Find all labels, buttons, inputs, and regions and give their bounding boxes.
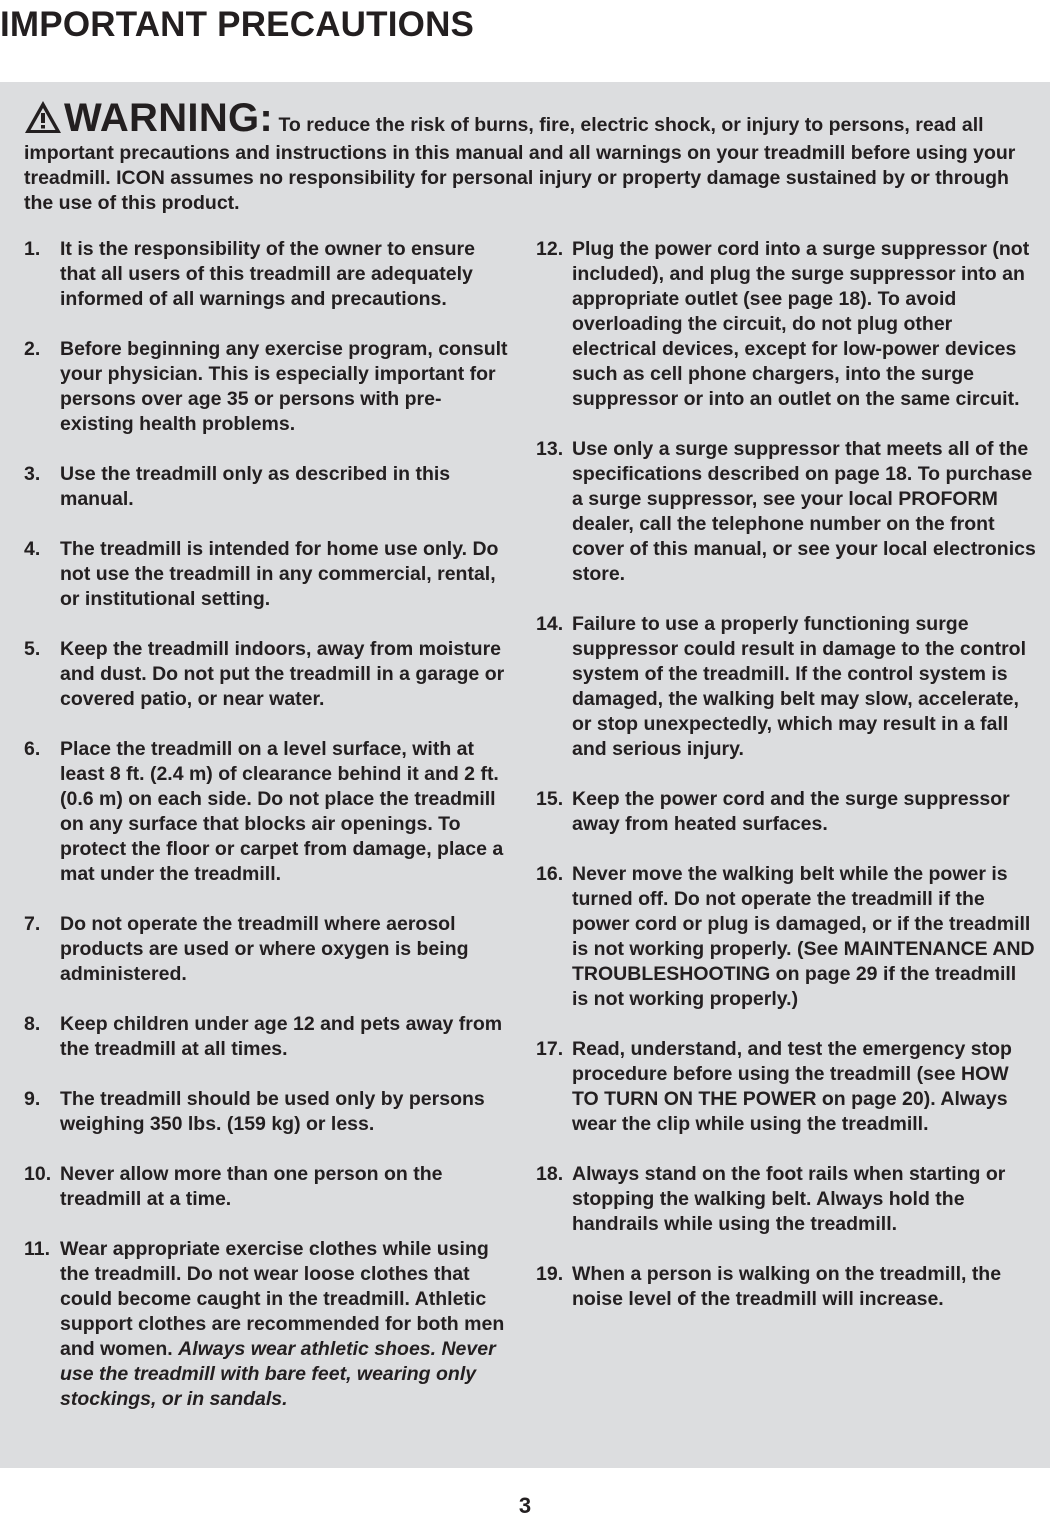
- warning-triangle-icon: [24, 100, 62, 141]
- item-text: Failure to use a properly functioning surge suppressor could result in damage to the control system of the treadmill. If the control system is damaged, the walking belt may slow, accelerate, or stop unexpectedly, which may result in a fall and serious injury.: [572, 613, 1026, 760]
- precaution-item: [536, 1162, 1036, 1237]
- item-text: Always stand on the foot rails when starting or stopping the walking belt. Always hold the handrails while using the treadmill.: [572, 1163, 1006, 1235]
- item-text: Use the treadmill only as described in this manual.: [60, 463, 451, 510]
- page-title: IMPORTANT PRECAUTIONS: [0, 5, 475, 44]
- item-text: Plug the power cord into a surge suppressor (not included), and plug the surge suppressor into an appropriate outlet (see page 18). To avoid overloading the circuit, do not plug other electrical devices, except for low-power devices such as cell phone chargers, into the surge suppressor or into an outlet on the same circuit.: [572, 238, 1030, 410]
- item-number: 4.: [24, 538, 41, 560]
- item-text: Never allow more than one person on the treadmill at a time.: [60, 1163, 443, 1210]
- right-column: [536, 237, 1036, 1337]
- item-number: 12.: [536, 238, 564, 260]
- precaution-item: [24, 537, 514, 612]
- item-number: 3.: [24, 463, 41, 485]
- page-number: 3: [518, 1493, 532, 1518]
- item-text: Place the treadmill on a level surface, with at least 8 ft. (2.4 m) of clearance behind it and 2 ft. (0.6 m) on each side. Do not place the treadmill on any surface that blocks air openings. To protect the floor or carpet from damage, place a mat under the treadmill.: [60, 738, 504, 885]
- item-number: 1.: [24, 238, 41, 260]
- precaution-item: [24, 1087, 514, 1137]
- precaution-item: [536, 1037, 1036, 1137]
- item-number: 9.: [24, 1088, 41, 1110]
- precaution-item: [24, 1237, 514, 1412]
- left-column: [24, 237, 514, 1437]
- precaution-item: [24, 237, 514, 312]
- item-italic-text: Always wear athletic shoes. Never use the treadmill with bare feet, wearing only stockings, or in sandals.: [60, 1338, 496, 1410]
- precaution-item: [536, 612, 1036, 762]
- item-number: 5.: [24, 638, 41, 660]
- item-text: Keep the treadmill indoors, away from moisture and dust. Do not put the treadmill in a garage or covered patio, or near water.: [60, 638, 505, 710]
- precaution-item: [24, 462, 514, 512]
- precaution-item: [24, 637, 514, 712]
- item-text: Do not operate the treadmill where aerosol products are used or where oxygen is being administered.: [60, 913, 469, 985]
- item-text: The treadmill is intended for home use only. Do not use the treadmill in any commercial, rental, or institutional setting.: [60, 538, 499, 610]
- item-text: Keep children under age 12 and pets away from the treadmill at all times.: [60, 1013, 503, 1060]
- item-number: 7.: [24, 913, 41, 935]
- item-text: It is the responsibility of the owner to ensure that all users of this treadmill are adequately informed of all warnings and precautions.: [60, 238, 475, 310]
- precaution-item: [536, 862, 1036, 1012]
- precautions-panel: [0, 82, 1050, 1468]
- item-number: 19.: [536, 1263, 564, 1285]
- item-number: 14.: [536, 613, 564, 635]
- precaution-item: [536, 237, 1036, 412]
- item-number: 11.: [24, 1238, 51, 1260]
- item-number: 17.: [536, 1038, 564, 1060]
- precaution-item: [536, 437, 1036, 587]
- item-text: When a person is walking on the treadmill, the noise level of the treadmill will increase.: [572, 1263, 1002, 1310]
- warning-label: WARNING:: [64, 96, 274, 140]
- item-number: 18.: [536, 1163, 564, 1185]
- precaution-item: [24, 912, 514, 987]
- item-text: Before beginning any exercise program, consult your physician. This is especially important for persons over age 35 or persons with pre-existing health problems.: [60, 338, 508, 435]
- item-text: The treadmill should be used only by persons weighing 350 lbs. (159 kg) or less.: [60, 1088, 485, 1135]
- precaution-item: [24, 1162, 514, 1212]
- item-number: 15.: [536, 788, 564, 810]
- item-text: Keep the power cord and the surge suppressor away from heated surfaces.: [572, 788, 1010, 835]
- item-number: 8.: [24, 1013, 41, 1035]
- item-number: 2.: [24, 338, 41, 360]
- precaution-item: [24, 737, 514, 887]
- precaution-item: [536, 787, 1036, 837]
- item-text: Never move the walking belt while the power is turned off. Do not operate the treadmill if the power cord or plug is damaged, or if the treadmill is not working properly. (See MAINTENANCE AND TROUBLESHOOTING on page 29 if the treadmill is not working properly.): [572, 863, 1035, 1010]
- item-number: 10.: [24, 1163, 52, 1185]
- precaution-item: [536, 1262, 1036, 1312]
- item-text: Read, understand, and test the emergency stop procedure before using the treadmill (see HOW TO TURN ON THE POWER on page 20). Always wear the clip while using the treadmill.: [572, 1038, 1012, 1135]
- item-number: 16.: [536, 863, 564, 885]
- warning-statement: [24, 96, 1026, 216]
- warning-text: To reduce the risk of burns, fire, electric shock, or injury to persons, read all important precautions and instructions in this manual and all warnings on your treadmill before using your treadmill. ICON assumes no responsibility for personal injury or property damage sustained by or through the use of this product.: [24, 114, 1016, 214]
- item-text: Wear appropriate exercise clothes while using the treadmill. Do not wear loose clothes that could become caught in the treadmill. Athletic support clothes are recommended for both men and women.: [60, 1238, 505, 1360]
- item-text: Use only a surge suppressor that meets all of the specifications described on page 18. To purchase a surge suppressor, see your local PROFORM dealer, call the telephone number on the front cover of this manual, or see your local electronics store.: [572, 438, 1036, 585]
- item-number: 6.: [24, 738, 41, 760]
- precaution-item: [24, 337, 514, 437]
- item-number: 13.: [536, 438, 564, 460]
- precaution-item: [24, 1012, 514, 1062]
